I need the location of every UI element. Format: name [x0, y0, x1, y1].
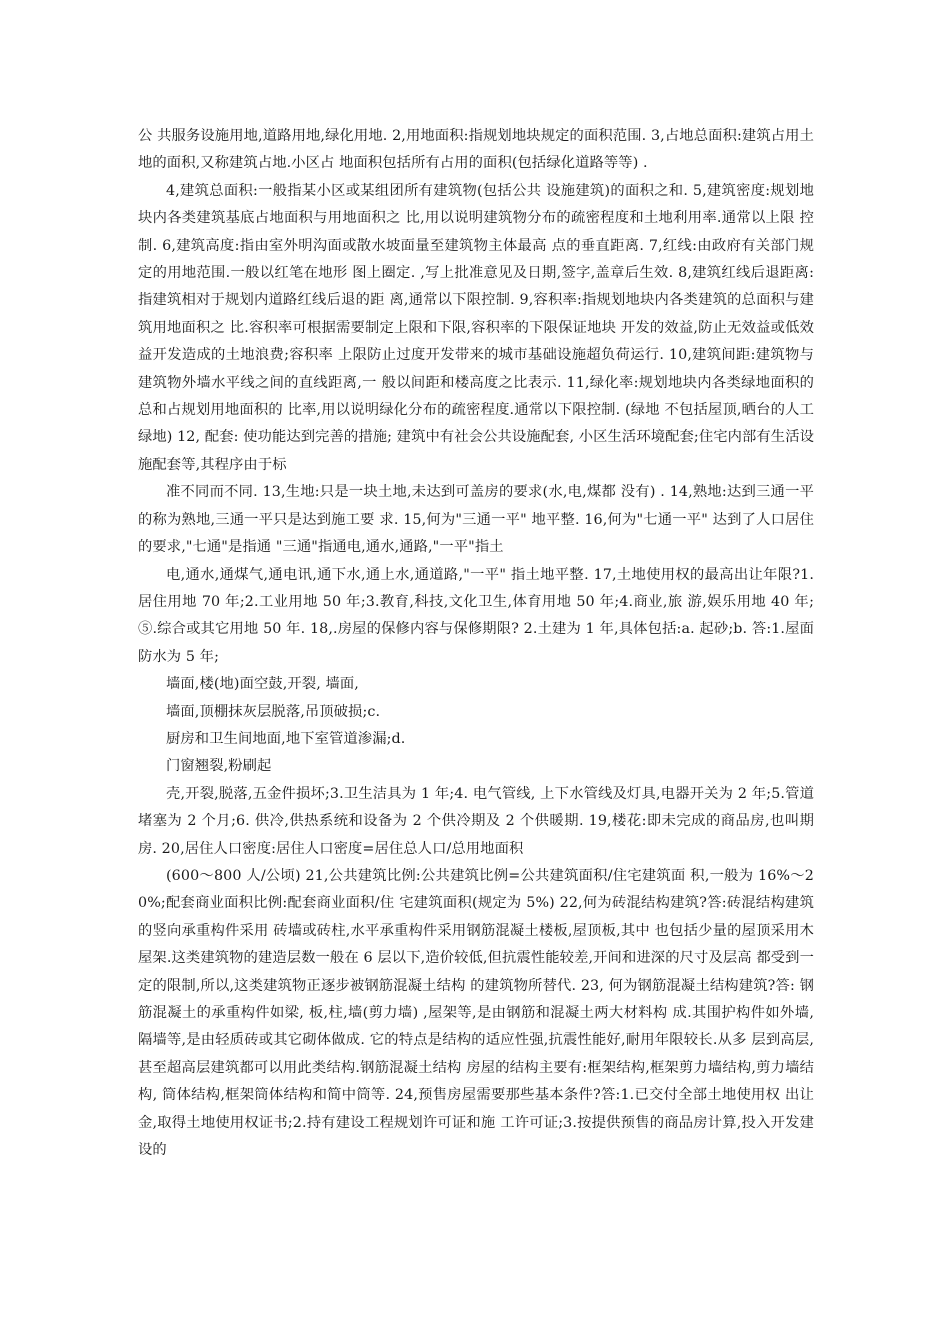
paragraph-3: 准不同而不同. 13,生地:只是一块土地,未达到可盖房的要求(水,电,煤都 没有) . 14,熟地:达到三通一平的称为熟地,三通一平只是达到施工要 求. 15,何为"三通一平" 地平整. 16,何为"七通一平" 达到了人口居住的要求,"七通"是指通 "三通"指通电,通水,通路,"一平"指土 — [138, 484, 814, 556]
paragraph-6: 墙面,顶棚抹灰层脱落,吊顶破损;c. — [166, 703, 381, 720]
paragraph-5: 墙面,楼(地)面空鼓,开裂, 墙面, — [166, 676, 359, 693]
body-text — [138, 123, 814, 1164]
paragraph-7: 厨房和卫生间地面,地下室管道渗漏;d. — [166, 730, 406, 747]
paragraph-1: 公 共服务设施用地,道路用地,绿化用地. 2,用地面积:指规划地块规定的面积范围. 3,占地总面积:建筑占用土地的面积,又称建筑占地.小区占 地面积包括所有占用的面积(包括绿化道路等等) . — [138, 128, 814, 172]
paragraph-2: 4,建筑总面积:一般指某小区或某组团所有建筑物(包括公共 设施建筑)的面积之和. 5,建筑密度:规划地块内各类建筑基底占地面积与用地面积之 比,用以说明建筑物分布的疏密程度和土地利用率.通常以上限 控制. 6,建筑高度:指由室外明沟面或散水坡面量至建筑物主体最高 点的垂直距离. 7,红线:由政府有关部门规定的用地范围.一般以红笔在地形 图上圈定. ,写上批准意见及日期,签字,盖章后生效. 8,建筑红线后退距离:指建筑相对于规划内道路红线后退的距 离,通常以下限控制. 9,容积率:指规划地块内各类建筑的总面积与建筑用地面积之 比.容积率可根据需要制定上限和下限,容积率的下限保证地块 开发的效益,防止无效益或低效益开发造成的土地浪费;容积率 上限防止过度开发带来的城市基础设施超负荷运行. 10,建筑间距:建筑物与建筑物外墙水平线之间的直线距离,一 般以间距和楼高度之比表示. 11,绿化率:规划地块内各类绿地面积的总和占规划用地面积的 比率,用以说明绿化分布的疏密程度.通常以下限控制. (绿地 不包括屋顶,晒台的人工绿地) 12, 配套: 使功能达到完善的措施; 建筑中有社会公共设施配套, 小区生活环境配套;住宅内部有生活设施配套等,其程序由于标 — [138, 182, 814, 473]
paragraph-10: (600～800 人/公顷) 21,公共建筑比例:公共建筑比例=公共建筑面积/住宅建筑面 积,一般为 16%～20%;配套商业面积比例:配套商业面积/住 宅建筑面积(规定为 5%) 22,何为砖混结构建筑?答:砖混结构建筑的竖向承重构件采用 砖墙或砖柱,水平承重构件采用钢筋混凝土楼板,屋顶板,其中 也包括少量的屋顶采用木屋架.这类建筑物的建造层数一般在 6 层以下,造价较低,但抗震性能较差,开间和进深的尺寸及层高 都受到一定的限制,所以,这类建筑物正逐步被钢筋混凝土结构 的建筑物所替代. 23, 何为钢筋混凝土结构建筑?答: 钢筋混凝土的承重构件如梁, 板,柱,墙(剪力墙) ,屋架等,是由钢筋和混凝土两大材料构 成.其围护构件如外墙,隔墙等,是由轻质砖或其它砌体做成. 它的特点是结构的适应性强,抗震性能好,耐用年限较长.从多 层到高层,甚至超高层建筑都可以用此类结构.钢筋混凝土结构 房屋的结构主要有:框架结构,框架剪力墙结构,剪力墙结构, 筒体结构,框架筒体结构和简中筒等. 24,预售房屋需要那些基本条件?答:1.已交付全部土地使用权 出让金,取得土地使用权证书;2.持有建设工程规划许可证和施 工许可证;3.按提供预售的商品房计算,投入开发建设的 — [138, 867, 814, 1159]
paragraph-4: 电,通水,通煤气,通电讯,通下水,通上水,通道路,"一平" 指土地平整. 17,土地使用权的最高出让年限?1.居住用地 70 年;2.工业用地 50 年;3.教育,科技,文化卫生,体育用地 50 年;4.商业,旅 游,娱乐用地 40 年;⑤.综合或其它用地 50 年. 18,.房屋的保修内容与保修期限? 2.土建为 1 年,具体包括:a. 起砂;b. 答:1.屋面防水为 5 年; — [138, 566, 814, 665]
paragraph-8: 门窗翘裂,粉刷起 — [166, 758, 272, 775]
paragraph-9: 壳,开裂,脱落,五金件损坏;3.卫生洁具为 1 年;4. 电气管线, 上下水管线及灯具,电器开关为 2 年;5.管道堵塞为 2 个月;6. 供冷,供热系统和设备为 2 个供冷期及 2 个供暖期. 19,楼花:即未完成的商品房,也叫期房. 20,居住人口密度:居住人口密度=居住总人口/总用地面积 — [138, 785, 814, 857]
